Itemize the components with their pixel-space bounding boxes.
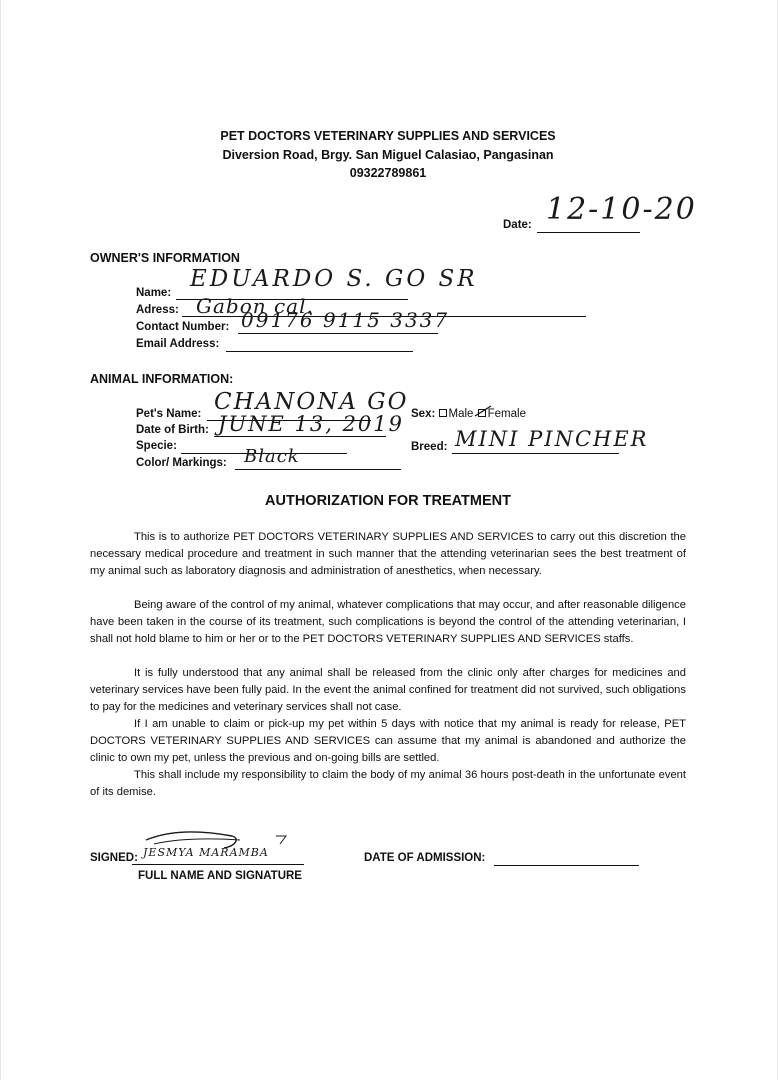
owner-contact-value: 09176 9115 3337 [241, 308, 450, 332]
authorization-title: AUTHORIZATION FOR TREATMENT [265, 493, 511, 509]
authorization-paragraph-1: This is to authorize PET DOCTORS VETERINARY SUPPLIES AND SERVICES to carry out this discretion the necessary medical procedure and treatment in such manner that the attending veterinarian sees the best treatment of my animal such as laboratory diagnosis and administration of anesthetics, when necessary. [90, 531, 686, 577]
dob-value: JUNE 13, 2019 [218, 412, 405, 436]
breed-value: MINI PINCHER [455, 427, 649, 451]
sex-female-checkmark-icon [473, 404, 493, 420]
dob-label: Date of Birth: [136, 424, 209, 436]
sex-male-label: Male [448, 408, 474, 420]
owner-name-value: EDUARDO S. GO SR [190, 266, 478, 292]
signed-value: JESMYA MARAMBA [143, 846, 269, 859]
owner-section-title: OWNER'S INFORMATION [90, 251, 240, 265]
company-address: Diversion Road, Brgy. San Miguel Calasiao, Pangasinan [222, 148, 554, 162]
specie-label: Specie: [136, 440, 177, 452]
owner-contact-line [238, 333, 438, 334]
signature-caption: FULL NAME AND SIGNATURE [138, 870, 302, 882]
authorization-paragraph-3: It is fully understood that any animal shall be released from the clinic only after charges for medicines and veterinary services have been fully paid. In the event the animal confined for treatment did not survived, such obligations to pay for the medicines and veterinary services shall not case. [90, 667, 686, 713]
date-of-admission-line [494, 865, 639, 866]
authorization-paragraph-4: If I am unable to claim or pick-up my pet within 5 days with notice that my animal is ready for release, PET DOCTORS VETERINARY SUPPLIES AND SERVICES can assume that my animal is abandoned and authorize the clinic to own my pet, unless the previous and on-going bills are settled. [90, 718, 686, 764]
owner-contact-label: Contact Number: [136, 321, 230, 333]
owner-email-line [226, 351, 413, 352]
date-of-admission-label: DATE OF ADMISSION: [364, 852, 486, 864]
company-name: PET DOCTORS VETERINARY SUPPLIES AND SERVICES [220, 129, 556, 143]
sex-male-checkbox[interactable] [439, 409, 447, 417]
date-line [537, 232, 640, 233]
scan-edge-left [0, 0, 1, 1080]
pet-name-value: CHANONA GO [214, 389, 409, 415]
owner-address-value: Gabon cal. [196, 294, 314, 318]
color-value: Black [244, 446, 300, 467]
date-value: 12-10-20 [546, 192, 697, 227]
owner-address-label: Adress: [136, 304, 179, 316]
company-phone: 09322789861 [349, 166, 427, 180]
pet-name-label: Pet's Name: [136, 408, 202, 420]
authorization-paragraph-2: Being aware of the control of my animal, whatever complications that may occur, and after reasonable diligence have been taken in the course of its treatment, such complications is beyond the control of the attending veterinarian, I shall not hold blame to him or her or to the PET DOCTORS VETERINARY SUPPLIES AND SERVICES staffs. [90, 599, 686, 645]
authorization-paragraph-5: This shall include my responsibility to claim the body of my animal 36 hours post-death in the unfortunate event of its demise. [90, 769, 686, 798]
sex-options [439, 408, 527, 420]
breed-label: Breed: [411, 441, 448, 453]
sex-field [411, 408, 526, 420]
date-label: Date: [503, 219, 532, 231]
scan-edge-right [777, 0, 778, 1080]
owner-name-label: Name: [136, 287, 172, 299]
color-label: Color/ Markings: [136, 457, 227, 469]
color-line [235, 469, 401, 470]
sex-female-label: Female [487, 408, 526, 420]
breed-line [452, 453, 619, 454]
signed-label: SIGNED: [90, 852, 138, 864]
sex-female-option [477, 408, 526, 420]
dob-line [214, 436, 386, 437]
owner-email-label: Email Address: [136, 338, 220, 350]
sex-label: Sex: [411, 408, 436, 420]
animal-section-title: ANIMAL INFORMATION: [90, 372, 234, 386]
